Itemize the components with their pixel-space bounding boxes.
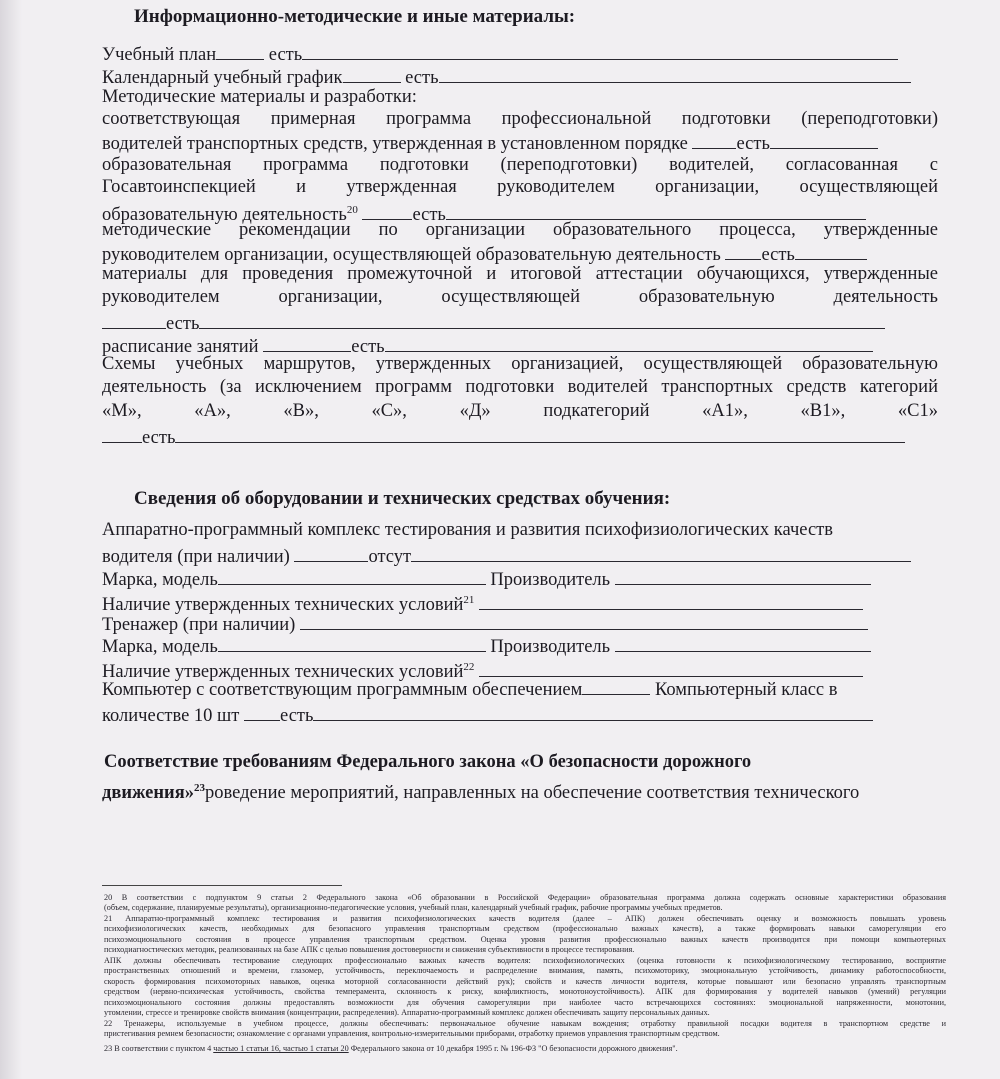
- methodical-heading: Методические материалы и разработки:: [102, 87, 417, 107]
- footnote-23: 23 В соответствии с пунктом 4 частью 1 статьи 16, частью 1 статьи 20 Федерального закона от 10 декабря 1995 г. № 196-ФЗ "О безопасности дорожного движения".: [104, 1044, 678, 1053]
- calendar-label: Календарный учебный график: [102, 68, 343, 88]
- routes-line-2: деятельность (за исключением программ подготовки водителей транспортных средств категорий: [102, 377, 938, 397]
- edu-program-value: есть: [412, 205, 446, 226]
- attestation-value: есть: [166, 314, 200, 334]
- footnote-22-line-2: пристегивания ремнем безопасности; ознакомление с органами управления, контрольно-измерительными приборами, отработку приемов управления транспортным средством.: [104, 1029, 720, 1038]
- edu-program-line-2: Госавтоинспекцией и утвержденная руководителем организации, осуществляющей: [102, 177, 938, 197]
- footnote-ref-23: 23: [193, 782, 205, 794]
- section-law-heading: Соответствие требованиям Федерального закона «О безопасности дорожного: [104, 752, 752, 772]
- study-plan-value: есть: [268, 45, 303, 65]
- schedule-label: расписание занятий: [102, 337, 259, 357]
- apk-manufacturer-label: Производитель: [490, 570, 611, 590]
- simulator-brand-row: [102, 633, 938, 658]
- footnote-ref-22: 22: [463, 661, 475, 673]
- simulator-brand-label: Марка, модель: [102, 637, 218, 657]
- footnote-21-line-3: психоэмоционального состояния в процессе управления транспортным средством. Оценка уровня развития профессионально важных качеств производится при помощи компьютерных: [104, 935, 946, 944]
- footnote-ref-21: 21: [463, 594, 475, 606]
- footnote-20-line-1: 20 В соответствии с подпунктом 9 статьи 2 Федерального закона «Об образовании в Российской Федерации» образовательная программа должна содержать основные характеристики образования: [104, 893, 946, 902]
- simulator-manufacturer-label: Производитель: [490, 637, 611, 657]
- program-line-1: соответствующая примерная программа профессиональной подготовки (переподготовки): [102, 109, 938, 129]
- footnote-20-line-2: (объем, содержание, планируемые результаты), организационно-педагогические условия, учебный план, календарный учебный график, рабочие программы учебных предметов.: [104, 903, 723, 912]
- footnote-separator: [102, 885, 342, 886]
- attestation-line-2: руководителем организации, осуществляющей образовательную деятельность: [102, 287, 938, 307]
- edu-program-line-1: образовательная программа подготовки (переподготовки) водителей, согласованная с: [102, 155, 938, 175]
- page-edge-shadow: [0, 0, 22, 1079]
- recommendations-line-2: руководителем организации, осуществляющей образовательную деятельность есть: [102, 241, 938, 266]
- section-law-line-2: движения»$^{23}$роведение мероприятий, направленных на обеспечение соответствия технического: [102, 782, 860, 804]
- attestation-line-3: [102, 310, 938, 335]
- section-equipment-heading: Сведения об оборудовании и технических средствах обучения:: [134, 488, 671, 509]
- footnote-21-line-2: психофизиологических качеств, необходимых для безопасного управления транспортным средством (профессионально важных качеств), а также формировать навыки саморегуляции его: [104, 924, 946, 933]
- computer-count-row: количестве 10 шт есть: [102, 702, 938, 727]
- apk-value: отсут: [368, 547, 412, 567]
- routes-line-3: «М», «А», «В», «С», «Д» подкатегорий «А1», «В1», «С1»: [102, 401, 938, 421]
- computer-count-value: есть: [280, 706, 314, 726]
- footnote-21-line-1: 21 Аппаратно-программный комплекс тестирования и развития психофизиологических качеств водителя (далее – АПК) должен обеспечивать оценку и возможность повышать уровень: [104, 914, 946, 923]
- apk-line-2: водителя (при наличии) отсут: [102, 543, 938, 568]
- footnote-21-line-7: скорость формирования психомоторных навыков, оценка моторной согласованности действий рук); свойств и качеств личности водителя, которые повышают или безопасно управлять транспортным: [104, 977, 946, 986]
- footnote-21-line-4: психодиагностических методик, реализованных на базе АПК с целью повышения достоверности и снижения субъективности в процессе тестирования.: [104, 945, 635, 954]
- recommendations-line-1: методические рекомендации по организации образовательного процесса, утвержденные: [102, 220, 938, 240]
- apk-brand-row: [102, 566, 938, 591]
- apk-brand-label: Марка, модель: [102, 570, 218, 590]
- footnote-21-line-8: средством (нервно-психическая устойчивость, свойства темперамента, склонность к риску, конфликтность, монотоноустойчивость). АПК для формирования у водителей навыков (умений) регуляции: [104, 987, 946, 996]
- law-continuation: роведение мероприятий, направленных на обеспечение соответствия технического: [204, 783, 860, 804]
- footnote-ref-20: 20: [346, 204, 358, 216]
- program-line-2: водителей транспортных средств, утвержденная в установленном порядке есть: [102, 130, 938, 155]
- footnote-23-law-link[interactable]: частью 1 статьи 16, частью 1 статьи 20: [213, 1044, 349, 1053]
- attestation-line-1: материалы для проведения промежуточной и итоговой аттестации обучающихся, утвержденные: [102, 264, 938, 284]
- routes-line-1: Схемы учебных маршрутов, утвержденных организацией, осуществляющей образовательную: [102, 354, 938, 374]
- simulator-label: Тренажер (при наличии): [102, 615, 296, 635]
- schedule-value: есть: [351, 337, 385, 357]
- computer-value: Компьютерный класс в: [654, 680, 838, 700]
- footnote-22-line-1: 22 Тренажеры, используемые в учебном процессе, должны обеспечивать: первоначальное обучение навыкам вождения; отработку правильной посадки водителя в транспортном средстве и: [104, 1019, 946, 1028]
- calendar-value: есть: [405, 68, 439, 88]
- computer-row: Компьютер с соответствующим программным обеспечением Компьютерный класс в: [102, 680, 838, 700]
- footnote-21-line-5: АПК должны обеспечивать тестирование следующих профессионально важных качеств водителя: психофизиологических (оценка готовности к психофизиологическому тестированию, восприятие: [104, 956, 946, 965]
- section-info-materials-heading: Информационно-методические и иные материалы:: [134, 6, 576, 27]
- routes-value: есть: [142, 428, 176, 448]
- edu-program-line-3: образовательную деятельность$^{20}$ есть: [102, 199, 938, 226]
- footnote-21-line-9: психоэмоционального состояния должны предоставлять возможности для обучения саморегуляции при наиболее часто встречающихся состояниях: эмоциональной напряженности, монотонии,: [104, 998, 946, 1007]
- apk-tech-conditions-row: Наличие утвержденных технических условий$^{21}$: [102, 589, 938, 616]
- program-value: есть: [736, 134, 770, 154]
- apk-line-1: Аппаратно-программный комплекс тестирования и развития психофизиологических качеств: [102, 520, 833, 540]
- simulator-tech-conditions-row: Наличие утвержденных технических условий$^{22}$: [102, 656, 938, 683]
- routes-line-4: [102, 424, 938, 449]
- study-plan-row: [102, 41, 938, 66]
- footnote-21-line-10: утомлении, стрессе и тренировке свойств внимания (концентрации, распределения). Аппаратно-программный комплекс должен обеспечивать защиту персональных данных.: [104, 1008, 710, 1017]
- footnote-21-line-6: пространственных отношений и времени, глазомер, устойчивость, переключаемость и распределение внимания, память, психомоторику, эмоциональную устойчивость, динамику работоспособности,: [104, 966, 946, 975]
- study-plan-label: Учебный план: [102, 45, 217, 65]
- recommendations-value: есть: [761, 245, 795, 265]
